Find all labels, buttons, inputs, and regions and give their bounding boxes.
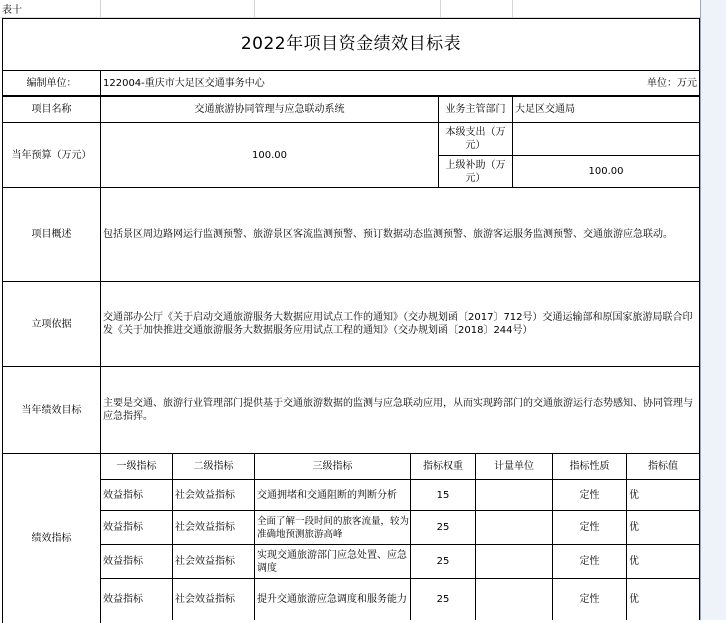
goal-label: 当年绩效目标 [2,366,101,454]
indicator-level3: 提升交通旅游应急调度和服务能力 [254,578,411,620]
compiler-value: 122004-重庆市大足区交通事务中心 [100,70,641,96]
basis-text: 交通部办公厅《关于启动交通旅游服务大数据应用试点工作的通知》（交办规划函〔2017〕712号）交通运输部和原国家旅游局联合印发《关于加快推进交通旅游服务大数据服务应用试点工程的通知》（交办规划函〔2018〕244号） [100,281,700,367]
indicator-header-unit: 计量单位 [475,453,553,480]
overview-label: 项目概述 [2,187,101,282]
superior-subsidy-label: 上级补助（万元） [438,155,513,188]
goal-text: 主要是交通、旅游行业管理部门提供基于交通旅游数据的监测与应急联动应用，从而实现跨部门的交通旅游运行态势感知、协同管理与应急指挥。 [100,366,700,454]
indicator-value: 优 [626,544,700,579]
unit-label: 单位：万元 [640,70,700,96]
indicator-level1: 效益指标 [100,544,173,579]
indicator-level1: 效益指标 [100,479,173,511]
sheet-label: 表十 [2,5,22,16]
project-name-label: 项目名称 [2,96,101,123]
indicator-value: 优 [626,578,700,620]
indicator-nature: 定性 [552,544,627,579]
indicator-unit [475,479,553,511]
indicator-level2: 社会效益指标 [172,578,255,620]
indicator-level2: 社会效益指标 [172,544,255,579]
indicators-label: 绩效指标 [2,453,101,623]
superior-subsidy-value: 100.00 [512,155,700,188]
compiler-label: 编制单位： [2,70,101,96]
indicator-weight: 25 [410,544,476,579]
indicator-level3: 交通拥堵和交通阻断的判断分析 [254,479,411,511]
indicator-value: 优 [626,510,700,545]
project-name-value: 交通旅游协同管理与应急联动系统 [100,96,439,123]
indicator-nature: 定性 [552,578,627,620]
budget-label: 当年预算（万元） [2,122,101,188]
indicator-header-level1: 一级指标 [100,453,173,480]
indicator-level2: 社会效益指标 [172,479,255,511]
indicator-level3: 实现交通旅游部门应急处置、应急调度 [254,544,411,579]
indicator-unit [475,544,553,579]
local-expense-value [512,122,700,156]
indicator-nature: 定性 [552,510,627,545]
basis-label: 立项依据 [2,281,101,367]
indicator-level3: 全面了解一段时间的旅客流量，较为准确地预测旅游高峰 [254,510,411,545]
indicator-header-weight: 指标权重 [410,453,476,480]
local-expense-label: 本级支出（万元） [438,122,513,156]
indicator-weight: 25 [410,578,476,620]
indicator-header-level3: 三级指标 [254,453,411,480]
form-title: 2022年项目资金绩效目标表 [2,18,700,70]
indicator-weight: 15 [410,479,476,511]
indicator-level1: 效益指标 [100,578,173,620]
overview-text: 包括景区周边路网运行监测预警、旅游景区客流监测预警、预订数据动态监测预警、旅游客运服务监测预警、交通旅游应急联动。 [100,187,700,282]
indicator-unit [475,578,553,620]
budget-total: 100.00 [100,122,439,188]
indicator-level2: 社会效益指标 [172,510,255,545]
sheet-edge [700,0,726,620]
indicator-value: 优 [626,479,700,511]
dept-label: 业务主管部门 [438,96,513,123]
indicator-header-nature: 指标性质 [552,453,627,480]
indicator-header-value: 指标值 [626,453,700,480]
indicator-nature: 定性 [552,479,627,511]
indicator-header-level2: 二级指标 [172,453,255,480]
dept-value: 大足区交通局 [512,96,700,123]
indicator-weight: 25 [410,510,476,545]
indicator-level1: 效益指标 [100,510,173,545]
indicator-unit [475,510,553,545]
